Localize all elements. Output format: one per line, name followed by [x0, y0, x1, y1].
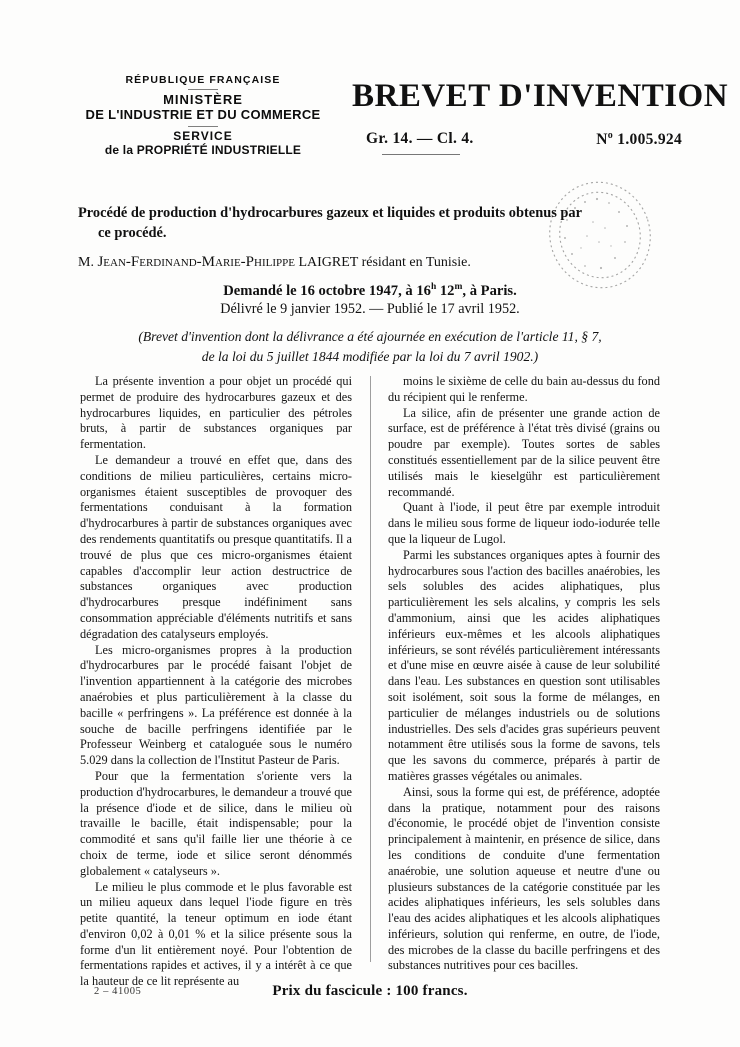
classification-row: [352, 130, 682, 150]
applicant-residence: résidant en Tunisie.: [358, 255, 471, 270]
applicant-given-names: Jean-Ferdinand-Marie-Philippe: [97, 254, 295, 270]
ministry-label: MINISTÈRE: [163, 92, 243, 108]
patent-number-ordinal: o: [607, 130, 614, 141]
deferment-note-line2: de la loi du 5 juillet 1844 modifiée par la loi du 7 avril 1902.): [201, 348, 539, 364]
filing-date-line: [58, 281, 682, 301]
paragraph: moins le sixième de celle du bain au-dessus du fond du récipient qui le renferme.: [388, 374, 660, 404]
paragraph: La présente invention a pour objet un procédé qui permet de produire des hydrocarbures gazeux et des hydrocarbures liquides, en particulier des pétroles bruts, à partir de substances organiques par fermentation.: [80, 374, 352, 452]
ministry-block: [58, 74, 348, 158]
ministry-sub-label: DE L'INDUSTRIE ET DU COMMERCE: [85, 107, 321, 122]
republic-label: RÉPUBLIQUE FRANÇAISE: [125, 74, 281, 86]
masthead: [58, 74, 729, 194]
invention-title: [78, 203, 682, 244]
column-divider: [370, 376, 371, 962]
filing-hour-unit: h: [430, 282, 437, 293]
document-title: BREVET D'INVENTION: [352, 78, 729, 114]
header-rule-1: [188, 89, 218, 90]
grant-publication-line: Délivré le 9 janvier 1952. — Publié le 17 avril 1952.: [220, 301, 520, 317]
folio-number: 2 – 41005: [94, 986, 142, 997]
applicant-line: [78, 252, 682, 273]
service-label: SERVICE: [173, 128, 233, 143]
filing-minutes: 12: [436, 283, 455, 299]
filing-minute-unit: m: [454, 282, 463, 293]
page-footer: [80, 983, 660, 1005]
fascicle-price: Prix du fascicule : 100 francs.: [272, 983, 468, 999]
patent-number-value: 1.005.924: [617, 131, 682, 149]
service-sub-label: de la PROPRIÉTÉ INDUSTRIELLE: [104, 142, 302, 157]
patent-number-prefix: N: [596, 131, 608, 149]
invention-title-line2: ce procédé.: [98, 225, 167, 242]
deferment-note-line1: (Brevet d'invention dont la délivrance a été ajournée en exécution de l'article 11, § 7,: [138, 329, 602, 344]
paragraph: La silice, afin de présenter une grande action de surface, est de préférence à l'état très divisé (grains ou poudre par exemple). Toutes sortes de sables constitués essentiellement par de la silice peuvent être utilisés mais le kieselgühr est particulièrement recommandé.: [388, 405, 660, 499]
invention-title-line1: Procédé de production d'hydrocarbures gazeux et liquides et produits obtenus par: [78, 205, 582, 221]
body-columns: [80, 374, 660, 989]
applicant-surname: LAIGRET: [294, 255, 359, 270]
body-column-right: [388, 374, 660, 974]
group-class-label: Gr. 14. — Cl. 4.: [366, 130, 474, 147]
filing-place: , à Paris.: [462, 283, 517, 299]
filing-date-prefix: Demandé le 16 octobre 1947, à 16: [223, 283, 431, 299]
applicant-prefix: M.: [78, 255, 98, 270]
deferment-note: [58, 327, 682, 366]
document-title-block: [352, 78, 729, 150]
patent-number: [596, 130, 682, 149]
body-column-left: [80, 374, 352, 990]
paragraph: Les micro-organismes propres à la production d'hydrocarbures par le procédé faisant l'objet de l'invention appartiennent à la catégorie des microbes anaérobies et plus particulièrement à la classe du bacille « perfringens ». La préférence est donnée à la souche de bacille perfringens identifiée par le Professeur Weinberg et cataloguée sous le numéro 5.029 dans la collection de l'Institut Pasteur de Paris.: [80, 642, 352, 768]
paragraph: Le milieu le plus commode et le plus favorable est un milieu aqueux dans lequel l'iode figure en très petite quantité, la teneur optimum en iode étant d'environ 0,02 à 0,01 % et la silice présente sous la forme d'un lit entièrement noyé. Pour l'obtention de fermentations rapides et actives, il y a intérêt à ce que la hauteur de ce lit représente au: [80, 879, 352, 989]
header-rule-2: [188, 126, 218, 127]
paragraph: Quant à l'iode, il peut être par exemple introduit dans le milieu sous forme de liqueur iodo-iodurée telle que la liqueur de Lugol.: [388, 500, 660, 546]
paragraph: Le demandeur a trouvé en effet que, dans des conditions de milieu particulières, certains micro-organismes étaient susceptibles de provoquer des fermentations conduisant à la formation d'hydrocarbures à partir de substances organiques avec des rendements quantitatifs ou presque quantitatifs. Il a trouvé de plus que ces micro-organismes étaient capables d'accomplir leur action destructrice de substances organiques avec production d'hydrocarbures presque indéfiniment sans consommation appréciable d'éléments nutritifs et sans dégradation des catalyseurs employés.: [80, 452, 352, 641]
classification-rule: [382, 154, 460, 155]
paragraph: Parmi les substances organiques aptes à fournir des hydrocarbures sous l'action des bacilles anaérobies, les sels solubles des acides aliphatiques, plus particulièrement les sels alcalins, y compris les sels d'ammonium, ainsi que les acides aliphatiques inférieurs eux-mêmes et les alcools aliphatiques inférieurs, se sont révélés particulièrement intéressants et d'une mise en œuvre aisée à cause de leur solubilité dans l'eau. Les substances en question sont utilisables soit isolément, soit sous la forme de mélanges, en particulier de mélanges industriels ou de solutions industrielles. Des sels d'acides gras supérieurs peuvent notamment être utilisés sous la forme de savons, tels que les savons du commerce, préparés à partir de matières grasses végétales ou animales.: [388, 547, 660, 783]
paragraph: Pour que la fermentation s'oriente vers la production d'hydrocarbures, le demandeur a trouvé que la présence d'iode et de silice, dans le milieu où travaille le bacille, était indispensable; pour la commodité et sans qu'il faille lier une théorie à ce choix de terme, iode et silice seront dénommés globalement « catalyseurs ».: [80, 768, 352, 878]
paragraph: Ainsi, sous la forme qui est, de préférence, adoptée dans la pratique, notamment pour des raisons d'économie, le procédé objet de l'invention consiste principalement à maintenir, en présence de silice, dans les conditions de conduite d'une fermentation anaérobie, une solution aqueuse et neutre d'une ou plusieurs substances de la catégorie constituée par les acides aliphatiques inférieurs, les sels solubles dans l'eau des acides aliphatiques et les alcools aliphatiques inférieurs, solution qui renferme, en outre, de l'iode, des microbes de la classe du bacille perfringens et des substances nutritives pour ces bacilles.: [388, 784, 660, 973]
